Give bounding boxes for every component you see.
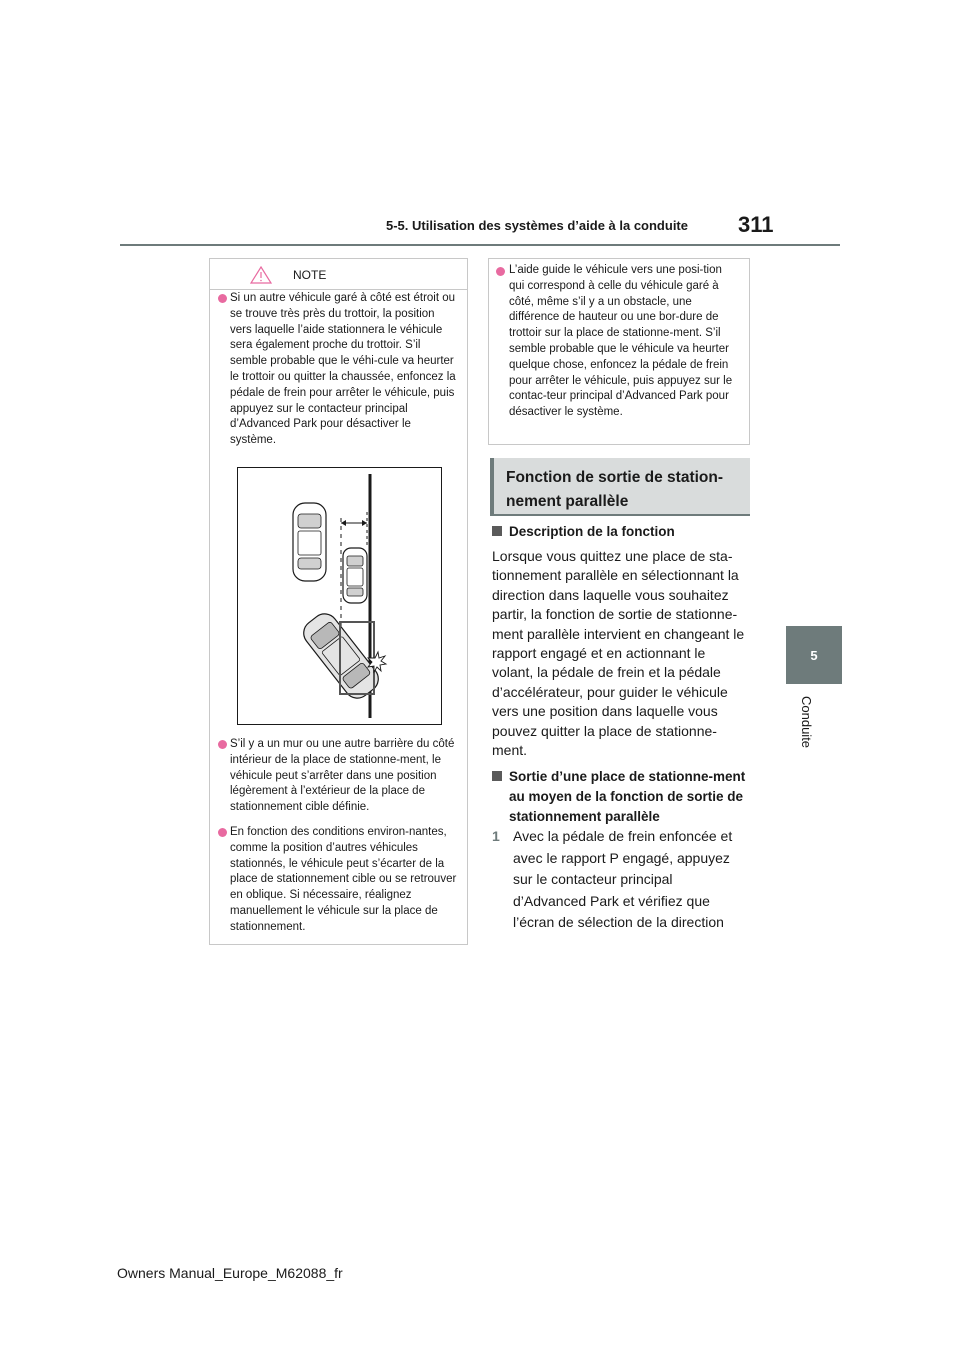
parking-illustration bbox=[237, 467, 442, 725]
note-bullet-text: En fonction des conditions environ-nantes, comme la position d’autres véhicules stationnés, le véhicule peut s’écarter de la place de stationnement cible ou se retrouver en oblique. Si nécessaire, réalignez manuellement le véhicule sur la place de stationnement. bbox=[230, 826, 457, 933]
bullet-dot-icon bbox=[218, 828, 227, 837]
chapter-label bbox=[780, 696, 848, 776]
section-title-rule bbox=[490, 514, 750, 516]
square-bullet-icon bbox=[492, 526, 502, 536]
page-number: 311 bbox=[738, 212, 774, 237]
note-continued-box bbox=[488, 258, 750, 445]
note-bullet-text: Si un autre véhicule garé à côté est étroit ou se trouve très près du trottoir, la position vers laquelle l’aide stationnera le véhicule sera également proche du trottoir. S’il semble probable que le véhi-cule va heurter le trottoir ou quitter la chaussée, enfoncez la pédale de frein pour arrêter le véhicule, puis appuyez sur le contacteur principal d’Advanced Park pour désactiver le système. bbox=[230, 292, 456, 447]
footer-manual-id: Owners Manual_Europe_M62088_fr bbox=[117, 1265, 343, 1281]
bullet-dot-icon bbox=[218, 294, 227, 303]
square-bullet-icon bbox=[492, 771, 502, 781]
warning-triangle-icon bbox=[250, 266, 272, 284]
subheading-text: Description de la fonction bbox=[509, 524, 675, 539]
header-rule bbox=[120, 244, 840, 246]
chapter-tab[interactable] bbox=[786, 626, 842, 684]
chapter-number: 5 bbox=[810, 647, 818, 663]
chapter-label-text: Conduite bbox=[799, 696, 814, 749]
subheading-text: Sortie d’une place de stationne-ment au moyen de la fonction de sortie de stationnement parallèle bbox=[509, 769, 746, 824]
note-continued-text: L’aide guide le véhicule vers une posi-tion qui correspond à celle du véhicule garé à côté, même s’il y a un obstacle, une différence de hauteur ou une bor-dure de trottoir sur la place de stationne-ment. S’il semble probable que le véhicule va heurter quelque chose, enfoncez la pédale de frein pour arrêter le véhicule, puis appuyez sur le contac-teur principal d’Advanced Park pour désactiver le système. bbox=[509, 264, 733, 419]
note-label: NOTE bbox=[293, 268, 327, 282]
step-text: Avec la pédale de frein enfoncée et avec le rapport P engagé, appuyez sur le contacteur principal d’Advanced Park et vérifiez que l’écran de sélection de la direction bbox=[513, 828, 733, 931]
bullet-dot-icon bbox=[218, 740, 227, 749]
description-paragraph: Lorsque vous quittez une place de sta-tionnement parallèle en sélectionnant la direction dans laquelle vous souhaitez partir, la fonction de sortie de stationne-ment parallèle intervient en changeant le rapport engagé et en actionnant le volant, la pédale de frein et la pédale d’accélérateur, pour guider le véhicule vers une position dans laquelle vous pouvez quitter la place de stationne-ment. bbox=[492, 548, 745, 759]
note-bullet-text: S’il y a un mur ou une autre barrière du côté intérieur de la place de stationne-ment, le véhicule peut s’arrêter dans une position légèrement à l’extérieur de la place de stationnement cible définie. bbox=[230, 738, 455, 814]
parked-car-small bbox=[343, 548, 367, 603]
note-box bbox=[209, 258, 468, 945]
parked-car-large bbox=[293, 503, 326, 581]
bullet-dot-icon bbox=[496, 267, 505, 276]
section-title-text: Fonction de sortie de station-nement parallèle bbox=[506, 469, 724, 510]
note-header bbox=[210, 259, 467, 290]
step-number: 1 bbox=[492, 828, 500, 844]
parking-diagram bbox=[238, 468, 441, 724]
section-title bbox=[490, 458, 750, 514]
header-section-title: 5-5. Utilisation des systèmes d’aide à la conduite bbox=[386, 218, 688, 233]
